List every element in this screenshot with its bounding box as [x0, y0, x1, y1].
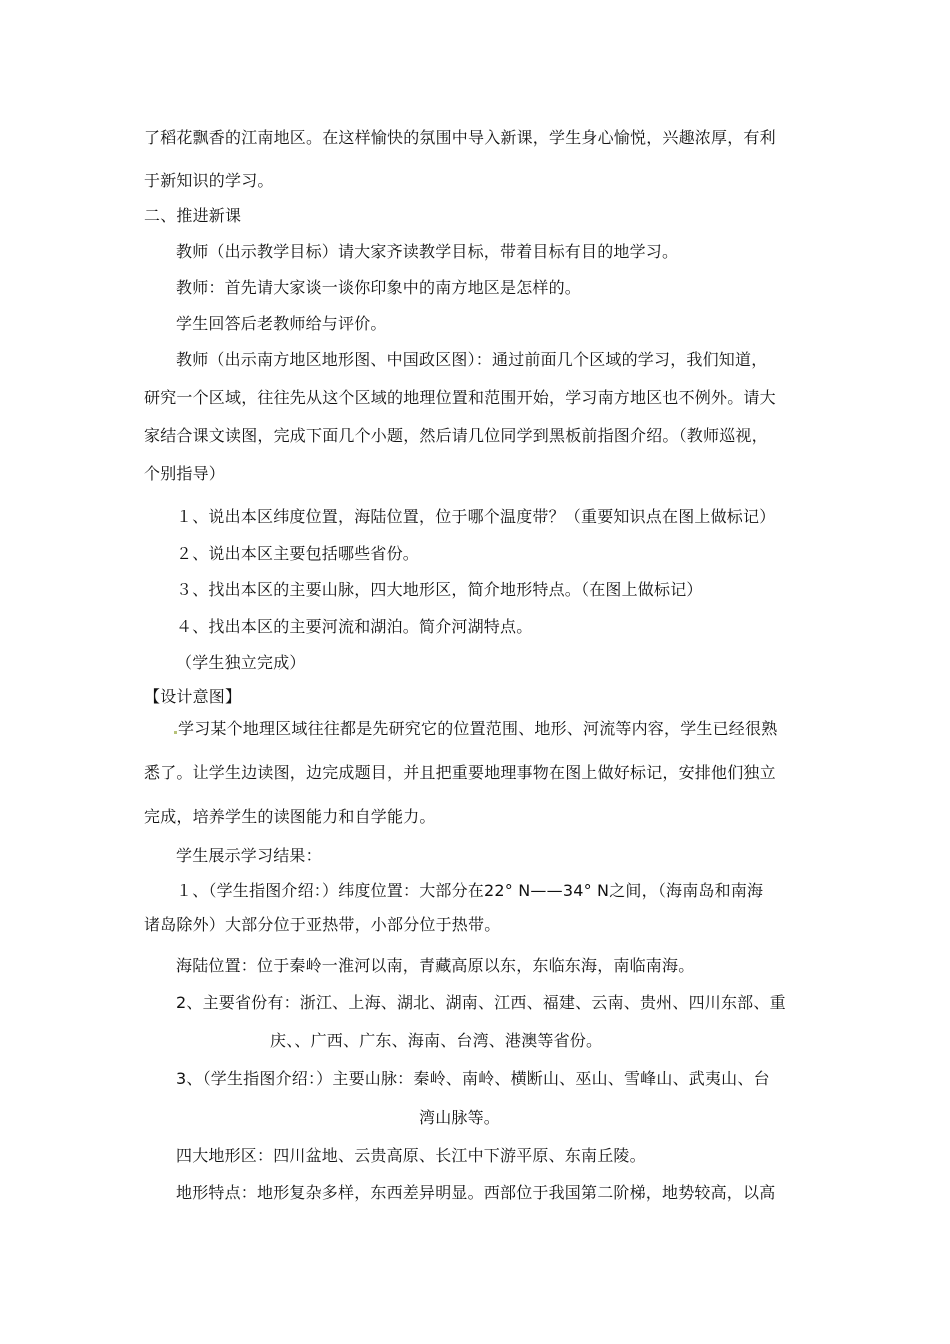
body-text-line: 海陆位置：位于秦岭一淮河以南，青藏高原以东，东临东海，南临南海。	[176, 956, 695, 975]
body-text-line: 完成，培养学生的读图能力和自学能力。	[144, 807, 436, 826]
body-text-line: １、（学生指图介绍：）纬度位置：大部分在22° N——34° N之间，（海南岛和南海	[176, 881, 764, 900]
body-text-line: 四大地形区：四川盆地、云贵高原、长江中下游平原、东南丘陵。	[176, 1146, 646, 1165]
body-text-line: 教师：首先请大家谈一谈你印象中的南方地区是怎样的。	[176, 278, 582, 297]
body-text-line: 庆、、广西、广东、海南、台湾、港澳等省份。	[270, 1031, 603, 1050]
body-text-line: 研究一个区域，往往先从这个区域的地理位置和范围开始，学习南方地区也不例外。请大	[144, 388, 776, 407]
body-text-line: （学生独立完成）	[176, 653, 306, 672]
question-item: ４、找出本区的主要河流和湖泊。简介河湖特点。	[176, 617, 533, 636]
body-text-line: 家结合课文读图，完成下面几个小题，然后请几位同学到黑板前指图介绍。（教师巡视，	[144, 426, 768, 445]
question-item: ３、找出本区的主要山脉，四大地形区，简介地形特点。（在图上做标记）	[176, 580, 703, 599]
margin-mark	[174, 731, 177, 734]
body-text-line: 教师（出示教学目标）请大家齐读教学目标，带着目标有目的地学习。	[176, 242, 679, 261]
body-text-line: 学生回答后老教师给与评价。	[176, 314, 387, 333]
body-text-line: 学习某个地理区域往往都是先研究它的位置范围、地形、河流等内容，学生已经很熟	[178, 719, 778, 738]
body-text-line: 湾山脉等。	[419, 1108, 501, 1127]
body-text-line: 悉了。让学生边读图，边完成题目，并且把重要地理事物在图上做好标记，安排他们独立	[144, 763, 776, 782]
body-text-line: 教师（出示南方地区地形图、中国政区图）：通过前面几个区域的学习，我们知道，	[176, 350, 768, 369]
body-text-line: 于新知识的学习。	[144, 171, 274, 190]
body-text-line: 地形特点：地形复杂多样，东西差异明显。西部位于我国第二阶梯，地势较高，以高	[176, 1183, 776, 1202]
question-item: １、说出本区纬度位置，海陆位置，位于哪个温度带？（重要知识点在图上做标记）	[176, 507, 776, 526]
body-text-line: 学生展示学习结果：	[176, 846, 322, 865]
body-text-line: 3、（学生指图介绍：）主要山脉：秦岭、南岭、横断山、巫山、雪峰山、武夷山、台	[176, 1069, 770, 1088]
section-heading: 二、推进新课	[144, 206, 242, 225]
section-heading: 【设计意图】	[144, 687, 242, 706]
question-item: ２、说出本区主要包括哪些省份。	[176, 544, 420, 563]
body-text-line: 了稻花飘香的江南地区。在这样愉快的氛围中导入新课，学生身心愉悦，兴趣浓厚，有利	[144, 128, 776, 147]
body-text-line: 2、主要省份有：浙江、上海、湖北、湖南、江西、福建、云南、贵州、四川东部、重	[176, 993, 786, 1012]
body-text-line: 个别指导）	[144, 464, 226, 483]
body-text-line: 诸岛除外）大部分位于亚热带，小部分位于热带。	[144, 915, 501, 934]
